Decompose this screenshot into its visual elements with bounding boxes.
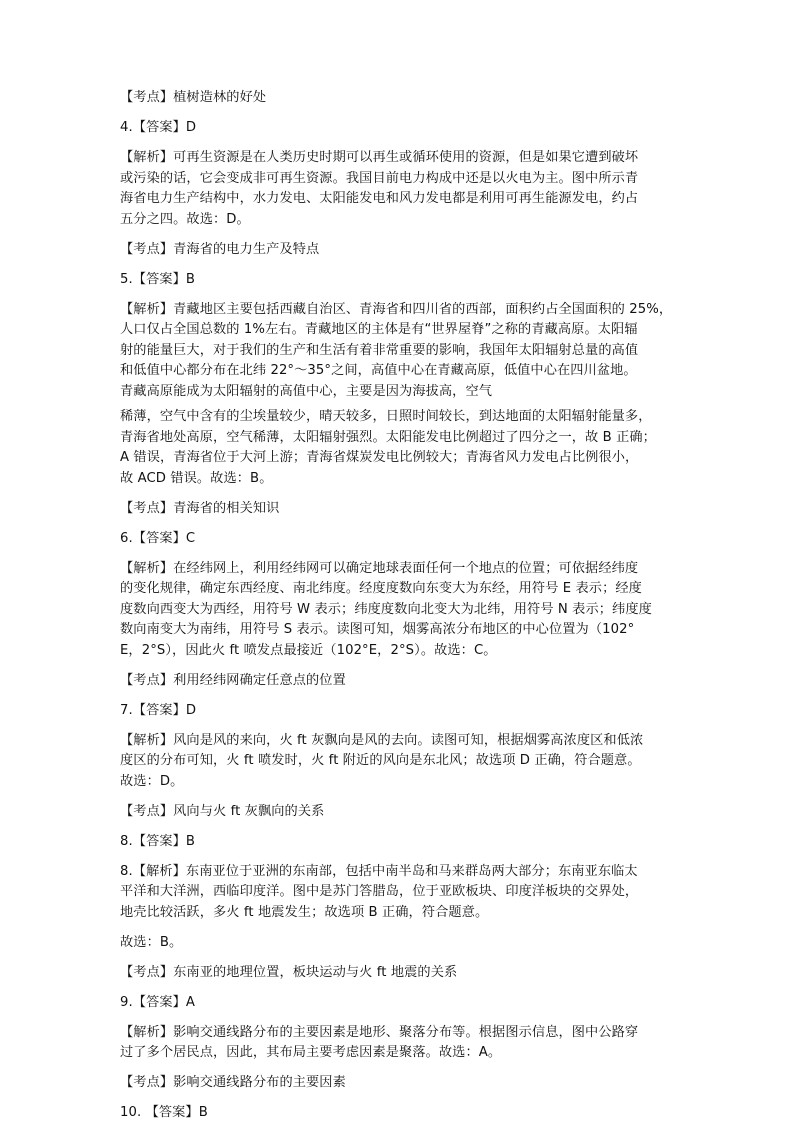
text-block	[120, 1023, 680, 1064]
text-line: 【解析】青藏地区主要包括西藏自治区、青海省和四川省的西部，面积约占全国面积的 25%，	[120, 301, 673, 317]
document-page	[120, 88, 680, 1133]
text-line: 8.【答案】B	[120, 833, 196, 849]
text-line: 五分之四。故选：D。	[120, 211, 250, 227]
text-block	[120, 933, 680, 954]
text-line: 和低值中心都分布在北纬 22°～35°之间，高值中心在青藏高原，低值中心在四川盆地。	[120, 363, 637, 378]
text-line: 【考点】青海省的电力生产及特点	[120, 241, 320, 257]
text-line: 过了多个居民点，因此，其布局主要考虑因素是聚落。故选：A。	[120, 1045, 502, 1060]
text-line: 故选：D。	[120, 773, 184, 789]
text-block	[120, 118, 680, 139]
text-block	[120, 499, 680, 520]
text-line: 4.【答案】D	[120, 120, 197, 135]
text-line: 10. 【答案】B	[120, 1105, 208, 1120]
text-block	[120, 701, 680, 722]
text-block	[120, 407, 680, 489]
text-block	[120, 802, 680, 823]
text-block	[120, 862, 680, 924]
text-line: 7.【答案】D	[120, 702, 197, 718]
text-line: 地壳比较活跃，多火 ft 地震发生；故选项 B 正确，符合题意。	[120, 904, 489, 920]
text-block	[120, 1073, 680, 1094]
text-line: 平洋和大洋洲，西临印度洋。图中是苏门答腊岛，位于亚欧板块、印度洋板块的交界处，	[120, 884, 639, 899]
text-line: 6.【答案】C	[120, 530, 196, 546]
text-block	[120, 1103, 680, 1124]
text-line: 【考点】利用经纬网确定任意点的位置	[120, 672, 346, 688]
text-line: 【解析】在经纬网上，利用经纬网可以确定地球表面任何一个地点的位置；可依据经纬度	[120, 560, 639, 576]
text-block	[120, 529, 680, 550]
text-line: 海省电力生产结构中，水力发电、太阳能发电和风力发电都是利用可再生能源发电，约占	[120, 191, 639, 206]
text-block	[120, 300, 680, 403]
text-line: 度数向西变大为西经，用符号 W 表示；纬度度数向北变大为北纬，用符号 N 表示；纬度度	[120, 601, 652, 617]
text-line: 故选：B。	[120, 934, 183, 950]
text-line: 的变化规律，确定东西经度、南北纬度。经度度数向东变大为东经，用符号 E 表示；经度	[120, 581, 642, 596]
text-block	[120, 148, 680, 230]
text-line: 【解析】影响交通线路分布的主要因素是地形、聚落分布等。根据图示信息，图中公路穿	[120, 1024, 639, 1040]
text-line: 【考点】风向与火 ft 灰飘向的关系	[120, 803, 325, 819]
text-line: 稀薄，空气中含有的尘埃量较少，晴天较多，日照时间较长，到达地面的太阳辐射能量多，	[120, 409, 652, 424]
text-block	[120, 993, 680, 1014]
text-line: 【解析】风向是风的来向，火 ft 灰飘向是风的去向。读图可知，根据烟雾高浓度区和低浓	[120, 732, 644, 748]
text-line: 射的能量巨大，对于我们的生产和生活有着非常重要的影响，我国年太阳辐射总量的高值	[120, 342, 639, 358]
text-line: 9.【答案】A	[120, 994, 196, 1010]
text-line: 【考点】东南亚的地理位置，板块运动与火 ft 地震的关系	[120, 964, 458, 980]
text-block	[120, 270, 680, 291]
text-block	[120, 88, 680, 109]
text-block	[120, 240, 680, 261]
text-line: 【考点】青海省的相关知识	[120, 500, 280, 516]
text-line: 【考点】植树造林的好处	[120, 90, 267, 105]
text-line: 5.【答案】B	[120, 271, 196, 287]
text-line: 度区的分布可知，火 ft 喷发时，火 ft 附近的风向是东北风；故选项 D 正确，符合题意。	[120, 753, 641, 768]
text-block	[120, 731, 680, 793]
text-line: 故 ACD 错误。故选：B。	[120, 470, 273, 486]
text-block	[120, 832, 680, 853]
text-line: E，2°S），因此火 ft 喷发点最接近（102°E，2°S）。故选：C。	[120, 642, 497, 658]
text-line: 8.【解析】东南亚位于亚洲的东南部，包括中南半岛和马来群岛两大部分；东南亚东临太	[120, 863, 638, 879]
text-block	[120, 963, 680, 984]
text-line: 青海省地处高原，空气稀薄，太阳辐射强烈。太阳能发电比例超过了四分之一，故 B 正确；	[120, 429, 656, 445]
text-line: A 错误，青海省位于大河上游；青海省煤炭发电比例较大；青海省风力发电占比例很小，	[120, 450, 639, 465]
text-block	[120, 671, 680, 692]
text-line: 青藏高原能成为太阳辐射的高值中心，主要是因为海拔高，空气	[120, 383, 493, 399]
text-line: 或污染的话，它会变成非可再生资源。我国目前电力构成中还是以火电为主。图中所示青	[120, 170, 639, 186]
text-line: 人口仅占全国总数的 1%左右。青藏地区的主体是有“世界屋脊”之称的青藏高原。太阳辐	[120, 322, 638, 337]
text-line: 数向南变大为南纬，用符号 S 表示。读图可知，烟雾高浓分布地区的中心位置为（102°	[120, 622, 635, 637]
text-block	[120, 559, 680, 662]
text-line: 【解析】可再生资源是在人类历史时期可以再生或循环使用的资源，但是如果它遭到破坏	[120, 150, 639, 165]
text-line: 【考点】影响交通线路分布的主要因素	[120, 1075, 346, 1090]
